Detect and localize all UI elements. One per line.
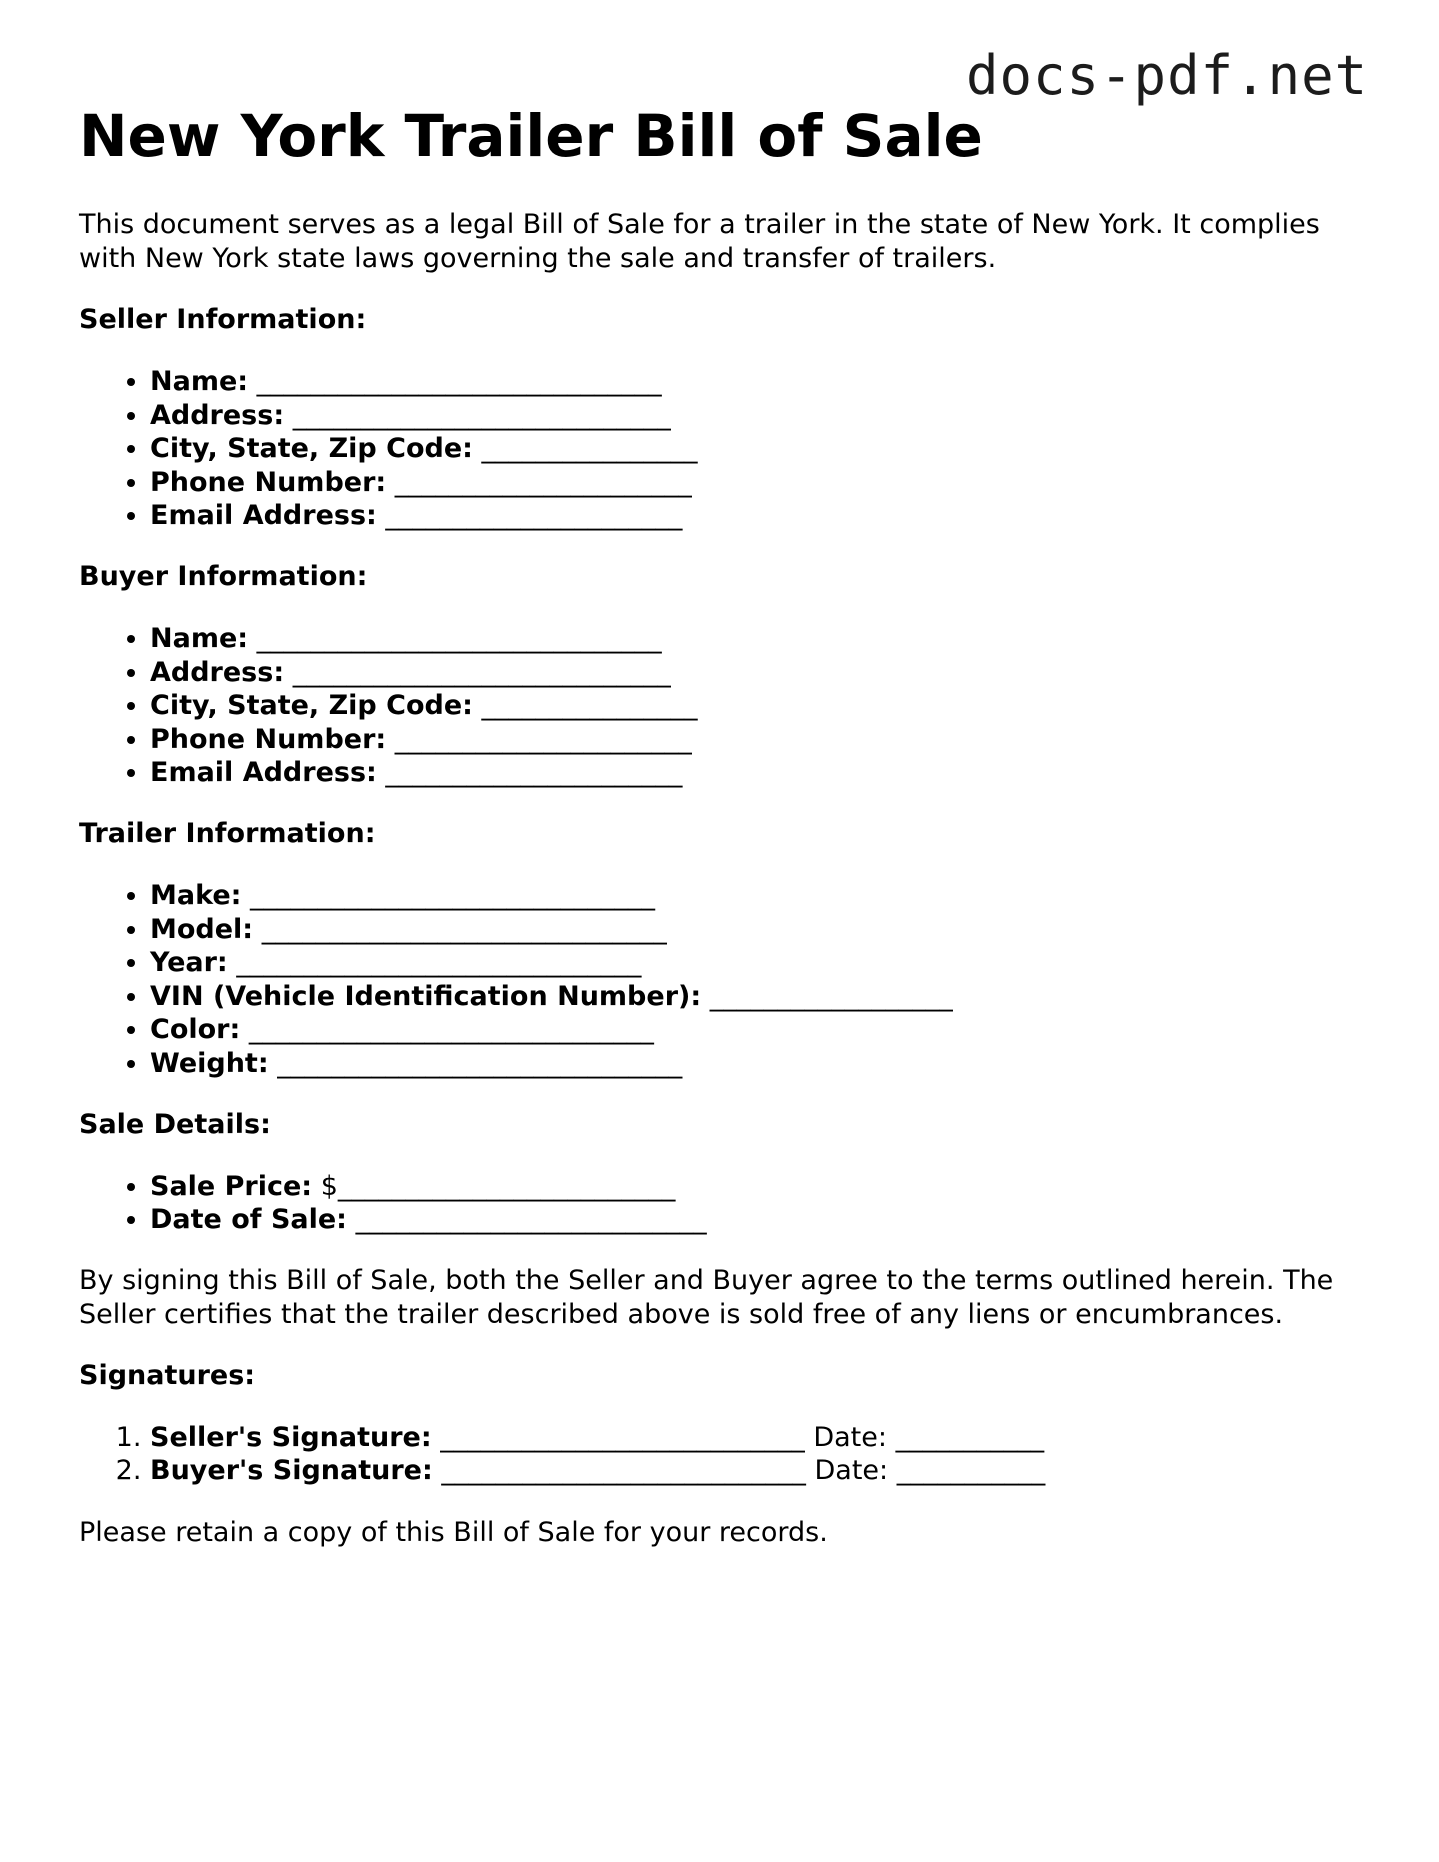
signature-blank: ___________________________: [440, 1421, 805, 1453]
closing-paragraph: By signing this Bill of Sale, both the Seller and Buyer agree to the terms outlined herein. The Seller certifies that the trailer described above is sold free of any liens or encumbrances.: [79, 1264, 1334, 1330]
footer-note: Please retain a copy of this Bill of Sale for your records.: [79, 1516, 828, 1548]
field-label: Address:: [150, 399, 285, 431]
field-blank: ______________________________: [250, 879, 656, 911]
seller-fields-list: [79, 365, 1379, 533]
list-item: [150, 399, 1379, 433]
field-label: Model:: [150, 913, 254, 945]
buyer-fields-list: [79, 622, 1379, 790]
field-label: Weight:: [150, 1047, 269, 1079]
list-item: [150, 913, 1379, 947]
page-title: New York Trailer Bill of Sale: [79, 102, 983, 170]
list-item: [150, 723, 1379, 757]
list-item: [150, 1013, 1379, 1047]
field-blank: $_________________________: [320, 1170, 676, 1202]
field-blank: ______________________: [394, 723, 692, 755]
trailer-heading: Trailer Information:: [79, 817, 376, 849]
signatures-heading: Signatures:: [79, 1359, 256, 1391]
list-item: [150, 466, 1379, 500]
field-blank: ______________________: [394, 466, 692, 498]
field-label: Phone Number:: [150, 723, 387, 755]
list-item: [150, 1454, 1379, 1488]
field-label: City, State, Zip Code:: [150, 690, 473, 722]
field-blank: ________________: [481, 690, 698, 722]
field-blank: ______________________________: [261, 913, 667, 945]
trailer-fields-list: [79, 879, 1379, 1081]
field-label: Email Address:: [150, 757, 377, 789]
field-blank: __________________: [709, 980, 953, 1012]
list-item: [150, 656, 1379, 690]
signature-blank: ___________________________: [441, 1455, 806, 1487]
field-label: Date of Sale:: [150, 1204, 347, 1236]
field-label: Year:: [150, 947, 228, 979]
watermark: docs-pdf.net: [966, 44, 1369, 107]
list-item: [150, 980, 1379, 1014]
list-item: [150, 946, 1379, 980]
date-label: Date:: [813, 1421, 887, 1453]
document-page: [79, 98, 1379, 1550]
list-item: [150, 1047, 1379, 1081]
field-blank: ______________________________: [277, 1047, 683, 1079]
field-blank: __________________________: [355, 1204, 707, 1236]
list-item: [150, 1421, 1379, 1455]
field-label: City, State, Zip Code:: [150, 433, 473, 465]
field-label: Name:: [150, 622, 249, 654]
signatures-list: [79, 1421, 1379, 1488]
list-item: [150, 879, 1379, 913]
field-label: Address:: [150, 656, 285, 688]
field-blank: ____________________________: [292, 656, 671, 688]
field-blank: ______________________________: [248, 1014, 654, 1046]
field-blank: ________________: [481, 433, 698, 465]
sale-fields-list: [79, 1170, 1379, 1237]
field-label: Color:: [150, 1014, 241, 1046]
list-item: [150, 689, 1379, 723]
field-label: Email Address:: [150, 500, 377, 532]
list-item: [150, 432, 1379, 466]
sale-heading: Sale Details:: [79, 1108, 271, 1140]
signature-label: Seller's Signature:: [150, 1421, 432, 1453]
list-item: [150, 622, 1379, 656]
field-label: Phone Number:: [150, 466, 387, 498]
field-label: Sale Price:: [150, 1170, 313, 1202]
field-blank: ______________________: [385, 500, 683, 532]
field-label: Name:: [150, 366, 249, 397]
date-blank: ___________: [895, 1421, 1045, 1453]
list-item: [150, 1203, 1379, 1237]
date-label: Date:: [814, 1455, 889, 1487]
list-item: [150, 499, 1379, 533]
field-blank: ____________________________: [292, 399, 671, 431]
field-blank: ______________________________: [236, 947, 642, 979]
field-label: Make:: [150, 879, 242, 911]
intro-paragraph: This document serves as a legal Bill of Sale for a trailer in the state of New York. It complies with New York state laws governing the sale and transfer of trailers.: [79, 209, 1320, 274]
signature-label: Buyer's Signature:: [150, 1455, 433, 1487]
field-blank: ______________________________: [256, 366, 662, 397]
field-label: VIN (Vehicle Identification Number):: [150, 980, 702, 1012]
field-blank: ______________________: [385, 757, 683, 789]
list-item: [150, 756, 1379, 790]
field-blank: ______________________________: [256, 622, 662, 654]
list-item: [150, 1170, 1379, 1204]
seller-heading: Seller Information:: [79, 304, 367, 335]
buyer-heading: Buyer Information:: [79, 560, 368, 592]
date-blank: ___________: [896, 1455, 1046, 1487]
list-item: [150, 365, 1379, 399]
